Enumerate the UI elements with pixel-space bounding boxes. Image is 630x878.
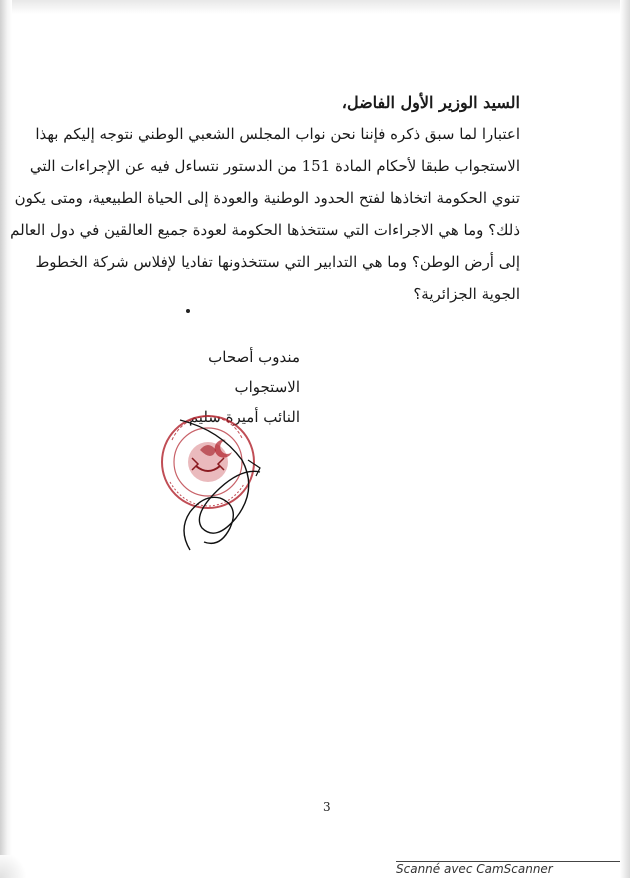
- signature-title: مندوب أصحاب الاستجواب: [208, 348, 300, 396]
- ink-dot: [186, 309, 190, 313]
- letter-body: [10, 90, 520, 310]
- signature-name: النائب أميرة سليم: [188, 408, 300, 426]
- letter-line: اعتبارا لما سبق ذكره فإننا نحن نواب المجلس الشعبي الوطني نتوجه إليكم بهذا: [35, 125, 520, 143]
- scan-shadow-left: [0, 0, 12, 878]
- letter-line: تنوي الحكومة اتخاذها لفتح الحدود الوطنية والعودة إلى الحياة الطبيعية، ومتى يكون: [14, 189, 520, 207]
- scan-smudge: [0, 855, 30, 878]
- scanner-watermark: Scanné avec CamScanner: [396, 862, 553, 876]
- letter-line: الاستجواب طبقا لأحكام المادة 151 من الدستور نتساءل فيه عن الإجراءات التي: [29, 157, 520, 175]
- letter-line: إلى أرض الوطن؟ وما هي التدابير التي ستتخذونها تفاديا لإفلاس شركة الخطوط: [35, 253, 520, 271]
- letter-line-last: الجوية الجزائرية؟: [413, 285, 520, 303]
- official-stamp-and-signature: [150, 400, 280, 560]
- page-number: 3: [323, 800, 331, 814]
- scan-shadow-right: [620, 0, 630, 878]
- salutation: السيد الوزير الأول الفاضل،: [341, 93, 520, 112]
- scan-shadow-top: [0, 0, 630, 14]
- letter-line: ذلك؟ وما هي الاجراءات التي ستتخذها الحكومة لعودة جميع العالقين في دول العالم: [10, 221, 520, 239]
